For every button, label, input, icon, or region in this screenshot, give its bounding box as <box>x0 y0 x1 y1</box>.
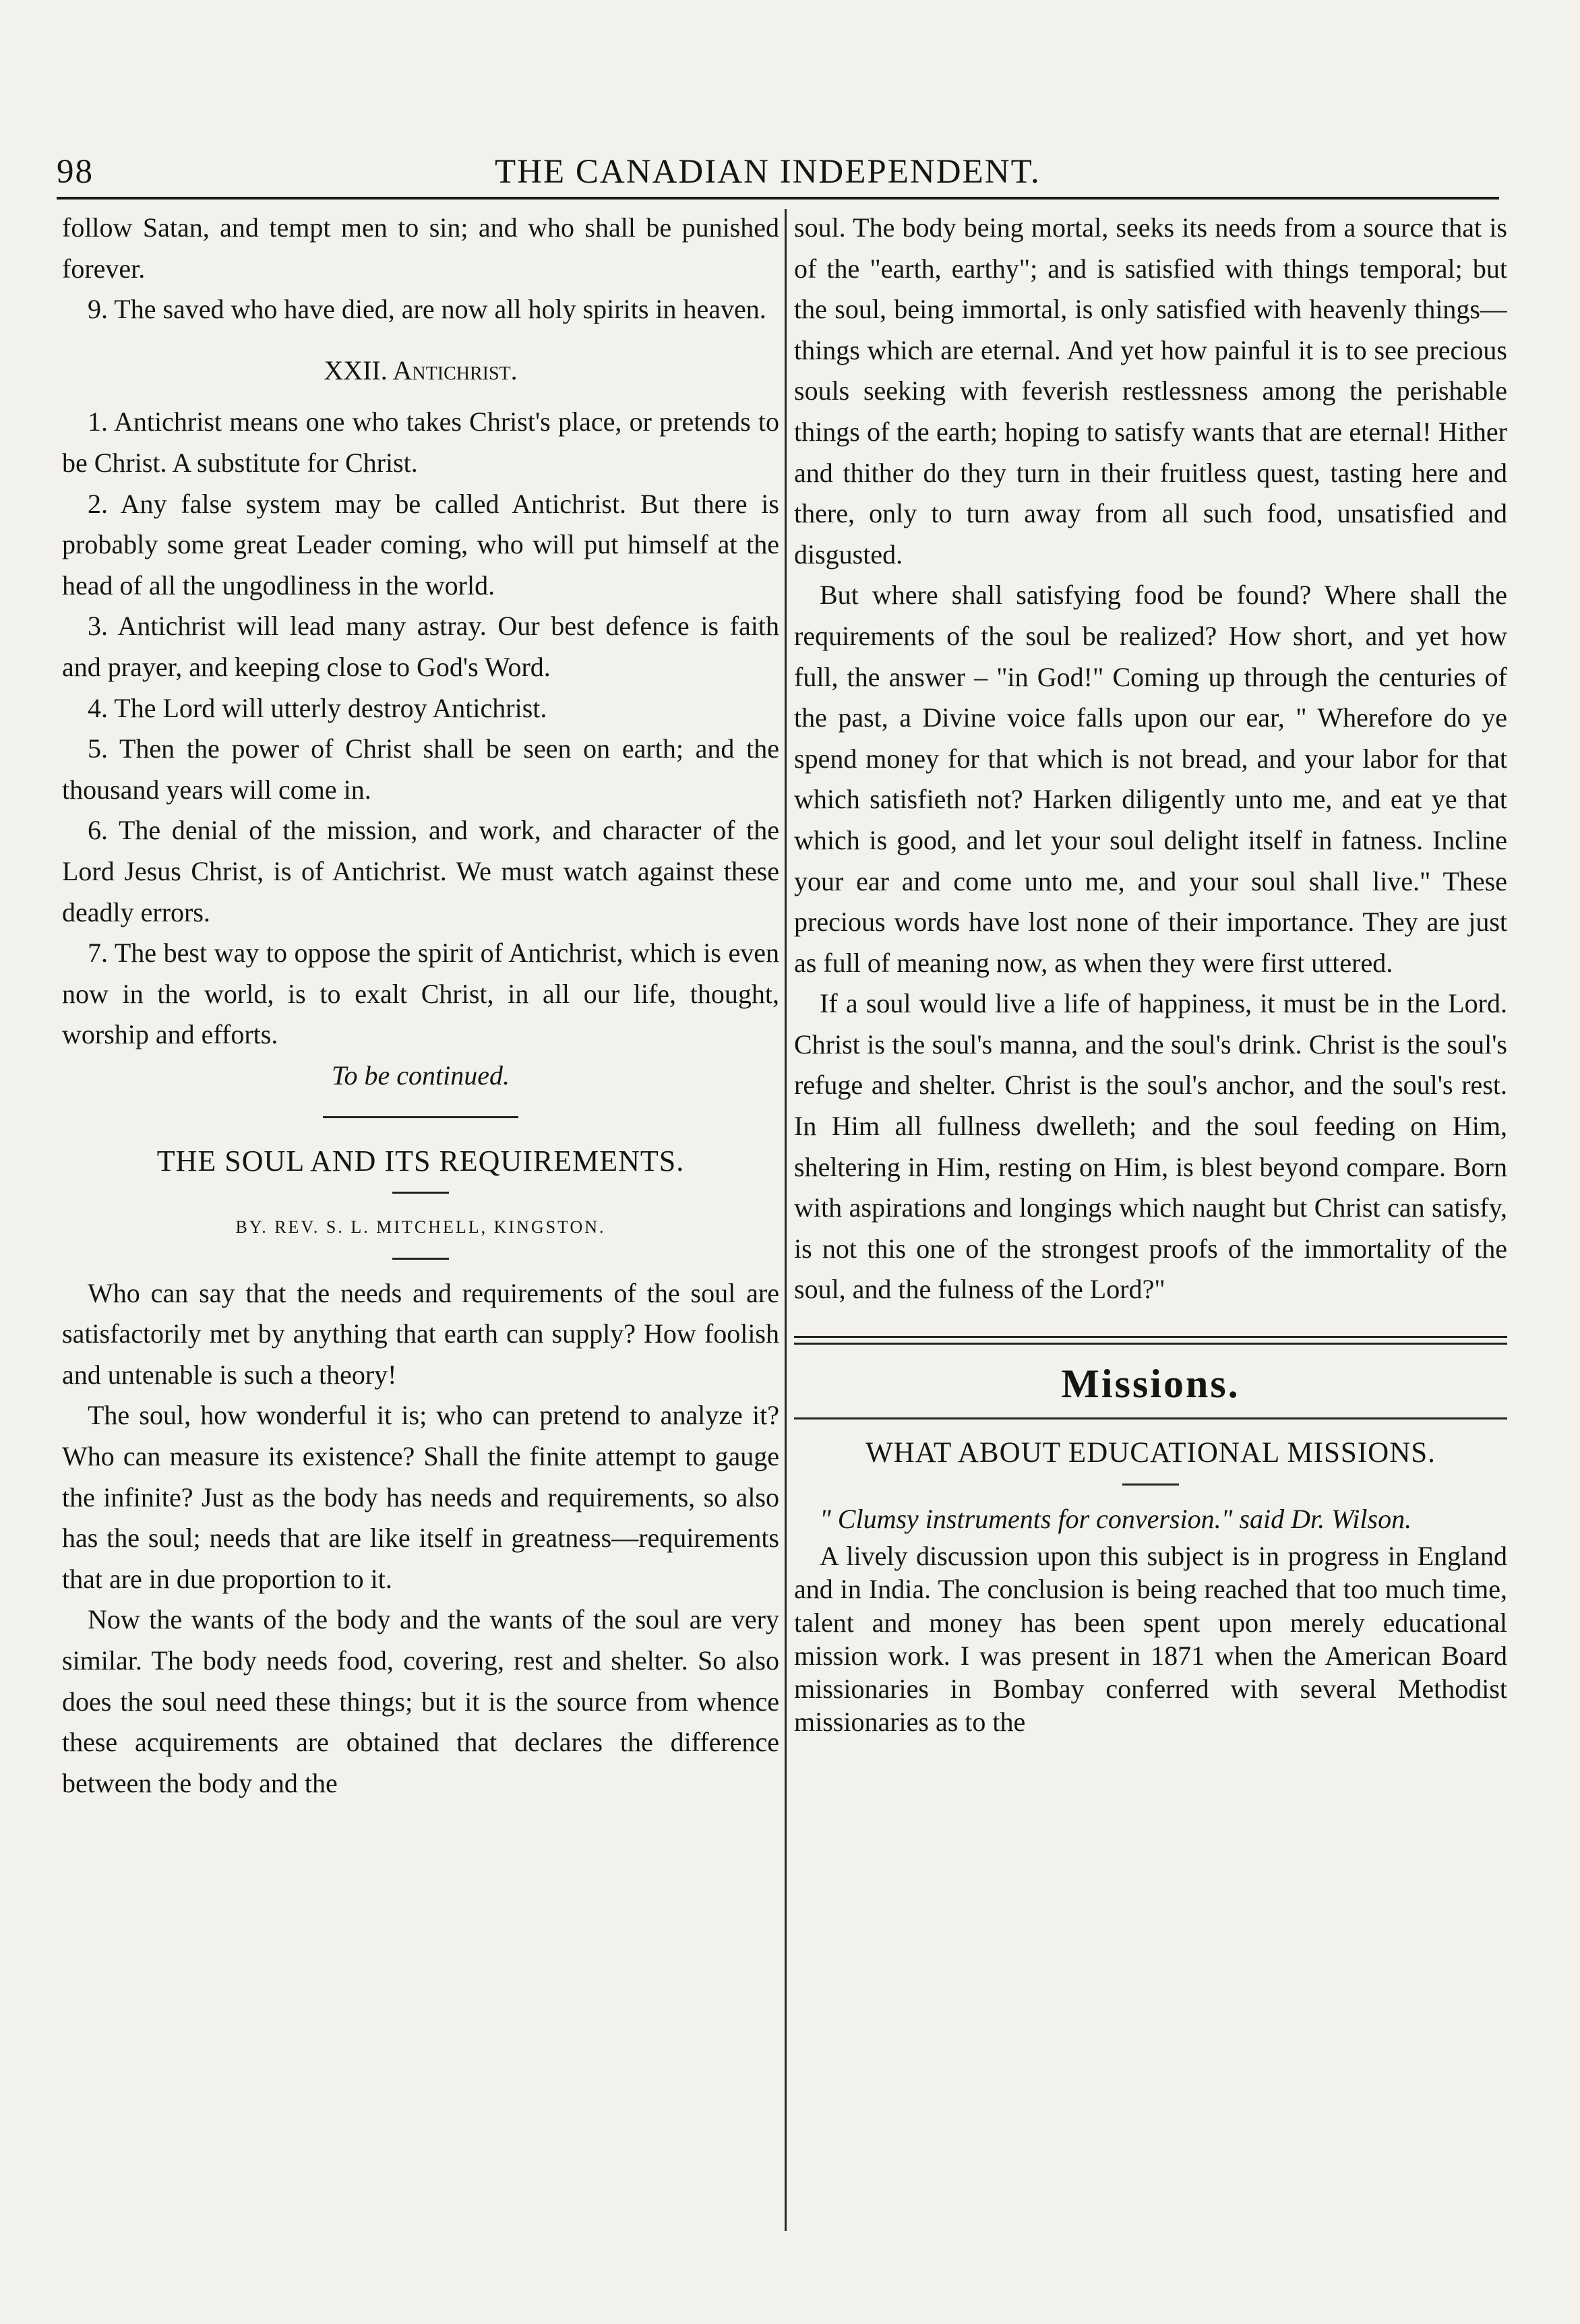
antichrist-item-7: 7. The best way to oppose the spirit of Antichrist, which is even now in the world, is to exalt Christ, in all our life, thought, worship and efforts. <box>62 938 779 1050</box>
soul-paragraph-2: The soul, how wonderful it is; who can pretend to analyze it? Who can measure its existence? Shall the finite attempt to gauge the infinite? Just as the body has needs and requirements, so also has the soul; needs that are like itself in greatness—requirements that are in due proportion to it. <box>62 1400 779 1594</box>
educational-missions-paragraph: A lively discussion upon this subject is in progress in England and in India. The conclusion is being reached that too much time, talent and money has been spent upon merely educational mission work. I was present in 1871 when the American Board missionaries in Bombay conferred with several Methodist missionaries as to the <box>794 1541 1507 1738</box>
item-9: 9. The saved who have died, are now all holy spirits in heaven. <box>88 294 766 325</box>
antichrist-item-6: 6. The denial of the mission, and work, and character of the Lord Jesus Christ, is of Antichrist. We must watch against these deadly errors. <box>62 815 779 927</box>
soul-paragraph-5: But where shall satisfying food be found? Where shall the requirements of the soul be realized? How short, and yet how full, the answer – "in God!" Coming up through the centuries of the past, a Divine voice falls upon our ear, " Wherefore do ye spend money for that which is not bread, and your labor for that which satisfieth not? Harken diligently unto me, and eat ye that which is good, and let your soul delight itself in fatness. Incline your ear and come unto me, and your soul shall live." These precious words have lost none of their importance. They are just as full of meaning now, as when they were first uttered. <box>794 580 1507 978</box>
soul-paragraph-1: Who can say that the needs and requirements of the soul are satisfactorily met by anything that earth can supply? How foolish and untenable is such a theory! <box>62 1277 779 1390</box>
antichrist-item-1: 1. Antichrist means one who takes Christ's place, or pretends to be Christ. A substitute for Christ. <box>62 406 779 478</box>
educational-missions-title: WHAT ABOUT EDUCATIONAL MISSIONS. <box>865 1437 1436 1469</box>
missions-heading: Missions. <box>1061 1362 1240 1407</box>
header-rule <box>57 197 1499 200</box>
soul-paragraph-4: soul. The body being mortal, seeks its needs from a source that is of the "earth, earthy"; and is satisfied with things temporal; but the soul, being immortal, is only satisfied with heavenly things—things which are eternal. And yet how painful it is to see precious souls seeking with feverish restlessness among the perishable things of the earth; hoping to satisfy wants that are eternal! Hither and thither do they turn in their fruitless quest, tasting here and there, only to turn away from all such food, unsatisfied and disgusted. <box>794 212 1507 570</box>
missions-rule <box>794 1336 1507 1345</box>
wilson-quote: " Clumsy instruments for conversion." said Dr. Wilson. <box>820 1503 1412 1534</box>
antichrist-item-2: 2. Any false system may be called Antichrist. But there is probably some great Leader coming, who will put himself at the head of all the ungodliness in the world. <box>62 488 779 601</box>
soul-paragraph-6: If a soul would live a life of happiness, it must be in the Lord. Christ is the soul's manna, and the soul's drink. Christ is the soul's refuge and shelter. Christ is the soul's anchor, and the soul's rest. In Him all fullness dwelleth; and the soul feeding on Him, sheltering in Him, resting on Him, is blest beyond compare. Born with aspirations and longings which naught but Christ can satisfy, is not this one of the strongest proofs of the immortality of the soul, and the fulness of the Lord?" <box>794 988 1507 1305</box>
edu-title-rule <box>1122 1484 1179 1486</box>
section-divider <box>323 1116 518 1118</box>
right-column <box>794 208 1507 2236</box>
byline-rule <box>392 1258 449 1260</box>
section-heading-antichrist: XXII. Antichrist. <box>324 355 518 386</box>
antichrist-item-4: 4. The Lord will utterly destroy Antichrist. <box>88 692 547 723</box>
running-title: THE CANADIAN INDEPENDENT. <box>495 153 1041 191</box>
left-column <box>62 208 779 2236</box>
byline: BY. REV. S. L. MITCHELL, KINGSTON. <box>235 1217 606 1237</box>
page-header <box>57 140 1499 194</box>
soul-paragraph-3: Now the wants of the body and the wants of the soul are very similar. The body needs food, covering, rest and shelter. So also does the soul need these things; but it is the source from whence these acquirements are obtained that declares the difference between the body and the <box>62 1604 779 1798</box>
title-rule <box>392 1192 449 1194</box>
column-divider <box>785 209 787 2231</box>
missions-underline <box>794 1417 1507 1419</box>
article-title: THE SOUL AND ITS REQUIREMENTS. <box>156 1144 685 1178</box>
paragraph-continued: follow Satan, and tempt men to sin; and who shall be punished forever. <box>62 212 779 284</box>
page-number: 98 <box>57 153 94 191</box>
to-be-continued: To be continued. <box>331 1060 510 1091</box>
antichrist-item-3: 3. Antichrist will lead many astray. Our best defence is faith and prayer, and keeping close to God's Word. <box>62 611 779 682</box>
antichrist-item-5: 5. Then the power of Christ shall be seen on earth; and the thousand years will come in. <box>62 733 779 805</box>
